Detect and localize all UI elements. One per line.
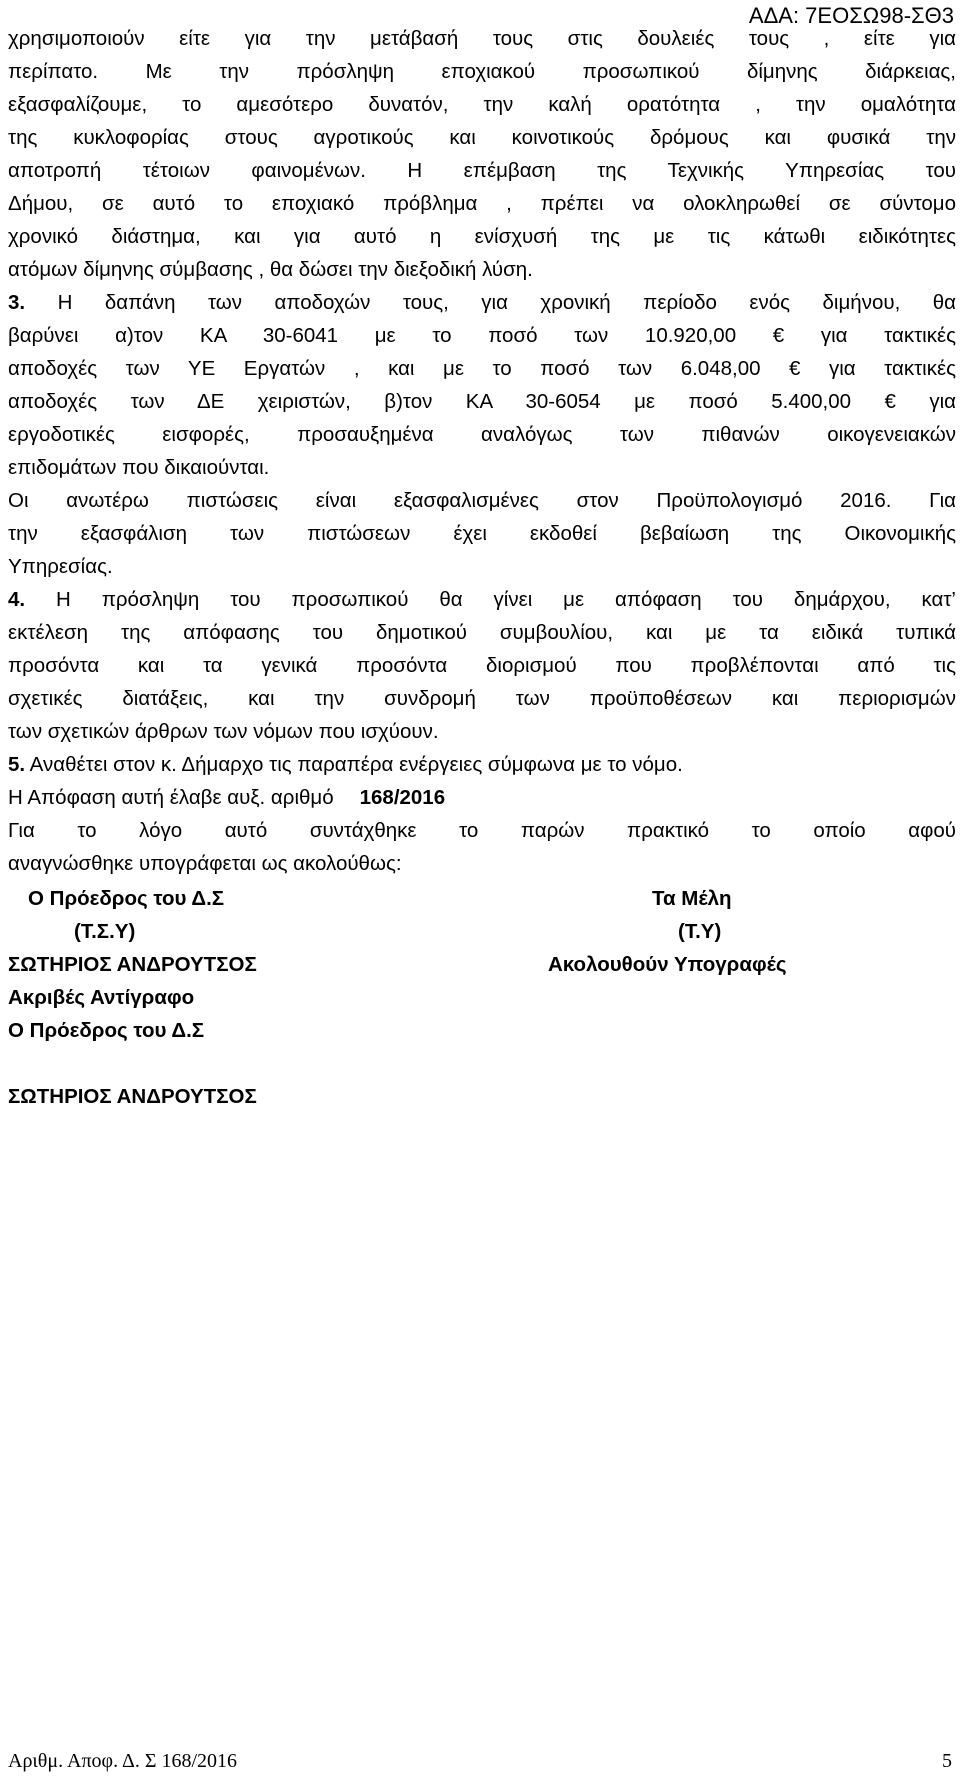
members-title: Τα Μέλη — [652, 887, 732, 910]
ada-code: ΑΔΑ: 7ΕΟΣΩ98-ΣΘ3 — [748, 3, 954, 28]
item-5-line — [8, 748, 956, 781]
decision-reference: Αριθμ. Αποφ. Δ. Σ 168/2016 — [8, 1750, 238, 1772]
item-4-line: σχετικές διατάξεις, και την συνδρομή των προϋποθέσεων και περιορισμών — [8, 687, 956, 710]
item-3-line: επιδομάτων που δικαιούνται. — [8, 456, 270, 479]
item-3-line: αποδοχές των ΔΕ χειριστών, β)τον ΚΑ 30-6054 με ποσό 5.400,00 € για — [8, 390, 956, 413]
paragraph-line: χρονικό διάστημα, και για αυτό η ενίσχυσή της με τις κάτωθι ειδικότητες — [8, 225, 956, 248]
item-3-line: εργοδοτικές εισφορές, προσαυξημένα αναλόγως των πιθανών οικογενειακών — [8, 423, 956, 446]
item-number: 3. — [8, 291, 26, 314]
page-footer — [0, 1750, 960, 1784]
paragraph-line: ατόμων δίμηνης σύμβασης , θα δώσει την διεξοδική λύση. — [8, 258, 533, 281]
true-copy-president-title: Ο Πρόεδρος του Δ.Σ — [8, 1019, 205, 1042]
paragraph-line: περίπατο. Με την πρόσληψη εποχιακού προσωπικού δίμηνης διάρκειας, — [8, 60, 956, 83]
members-sub: (Τ.Υ) — [678, 920, 722, 943]
item-3-line: βαρύνει α)τον ΚΑ 30-6041 με το ποσό των 10.920,00 € για τακτικές — [8, 324, 956, 347]
item-4-line — [8, 583, 956, 616]
item-3-line: αποδοχές των ΥΕ Εργατών , και με το ποσό των 6.048,00 € για τακτικές — [8, 357, 956, 380]
item-3-text: Η δαπάνη των αποδοχών τους, για χρονική περίοδο ενός διμήνου, θα — [25, 291, 956, 314]
item-4-line: εκτέλεση της απόφασης του δημοτικού συμβουλίου, και με τα ειδικά τυπικά — [8, 621, 956, 644]
president-title: Ο Πρόεδρος του Δ.Σ — [28, 887, 225, 910]
decision-text: Η Απόφαση αυτή έλαβε αυξ. αριθμό — [8, 786, 334, 809]
president-name: ΣΩΤΗΡΙΟΣ ΑΝΔΡΟΥΤΣΟΣ — [8, 953, 257, 976]
true-copy-label: Ακριβές Αντίγραφο — [8, 986, 195, 1009]
closing-line: Για το λόγο αυτό συντάχθηκε το παρών πρακτικό το οποίο αφού — [8, 819, 956, 842]
paragraph-line: Δήμου, σε αυτό το εποχιακό πρόβλημα , πρέπει να ολοκληρωθεί σε σύντομο — [8, 192, 956, 215]
paragraph-line: αποτροπή τέτοιων φαινομένων. Η επέμβαση της Τεχνικής Υπηρεσίας του — [8, 159, 956, 182]
paragraph-line: χρησιμοποιούν είτε για την μετάβασή τους στις δουλειές τους , είτε για — [8, 27, 956, 50]
credits-line: Οι ανωτέρω πιστώσεις είναι εξασφαλισμένες στον Προϋπολογισμό 2016. Για — [8, 489, 956, 512]
item-4-text: Η πρόσληψη του προσωπικού θα γίνει με απόφαση του δημάρχου, κατ’ — [25, 588, 956, 611]
item-4-line: προσόντα και τα γενικά προσόντα διορισμού που προβλέπονται από τις — [8, 654, 956, 677]
item-4-line: των σχετικών άρθρων των νόμων που ισχύουν. — [8, 720, 439, 743]
item-number: 5. — [8, 753, 26, 776]
item-number: 4. — [8, 588, 26, 611]
decision-line — [8, 781, 956, 814]
president-sub: (Τ.Σ.Υ) — [74, 920, 136, 943]
paragraph-line: της κυκλοφορίας στους αγροτικούς και κοινοτικούς δρόμους και φυσικά την — [8, 126, 956, 149]
true-copy-president-name: ΣΩΤΗΡΙΟΣ ΑΝΔΡΟΥΤΣΟΣ — [8, 1085, 257, 1108]
credits-line: Υπηρεσίας. — [8, 555, 113, 578]
members-signatures-note: Ακολουθούν Υπογραφές — [548, 953, 787, 976]
item-3-line — [8, 286, 956, 319]
credits-line: την εξασφάλιση των πιστώσεων έχει εκδοθεί βεβαίωση της Οικονομικής — [8, 522, 956, 545]
paragraph-line: εξασφαλίζουμε, το αμεσότερο δυνατόν, την καλή ορατότητα , την ομαλότητα — [8, 93, 956, 116]
closing-line: αναγνώσθηκε υπογράφεται ως ακολούθως: — [8, 852, 402, 875]
decision-number: 168/2016 — [359, 786, 446, 809]
item-5-text: Αναθέτει στον κ. Δήμαρχο τις παραπέρα ενέργειες σύμφωνα με το νόμο. — [25, 753, 683, 776]
page-number: 5 — [942, 1750, 952, 1772]
